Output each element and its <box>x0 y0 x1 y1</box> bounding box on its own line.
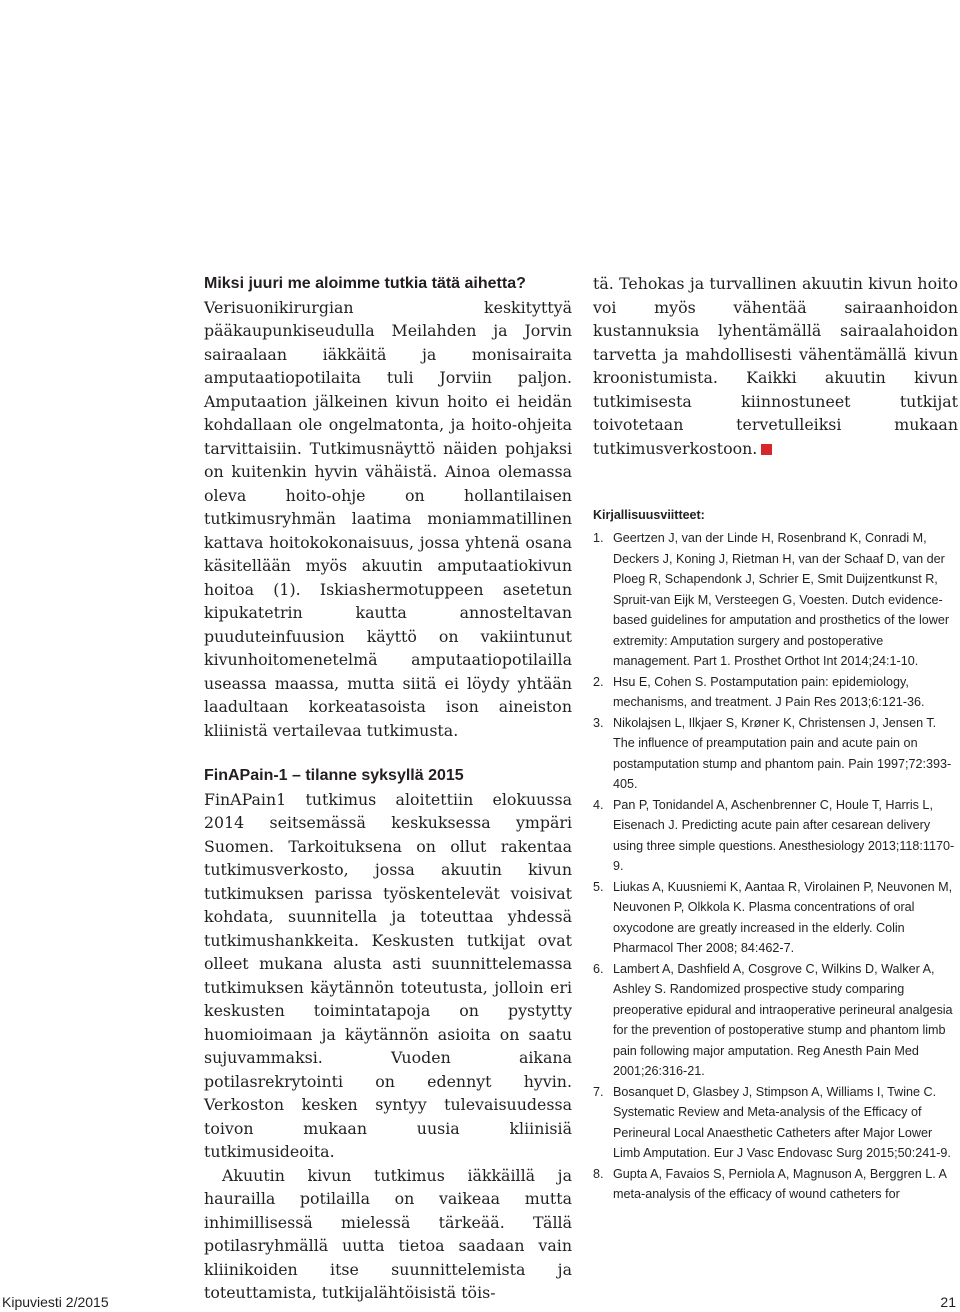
reference-text: Geertzen J, van der Linde H, Rosenbrand K, Conradi M, Deckers J, Koning J, Rietman H, van der Schaaf D, van der Ploeg R, Schapendonk J, Schrier E, Smit Duijzentkunst R, Spruit-van Eijk M, Versteegen G, Voesten. Dutch evidence-based guidelines for amputation and prosthetics of the lower extremity: Amputation surgery and postoperative management. Part 1. Prosthet Orthot Int 2014;24:1-10. <box>613 531 950 668</box>
reference-number: 4. <box>593 797 604 812</box>
section-heading-why: Miksi juuri me aloimme tutkia tätä aihetta? <box>204 275 526 292</box>
reference-text: Bosanquet D, Glasbey J, Stimpson A, Williams I, Twine C. Systematic Review and Meta-analysis of the Efficacy of Perineural Local Anaesthetic Catheters after Major Lower Limb Amputation. Eur J Vasc Endovasc Surg 2015;50:241-9. <box>613 1084 951 1160</box>
reference-text: Lambert A, Dashfield A, Cosgrove C, Wilkins D, Walker A, Ashley S. Randomized prospective study comparing preoperative epidural and intraoperative perineural analgesia for the prevention of postoperative stump and phantom limb pain following major amputation. Reg Anesth Pain Med 2001;26:316-21. <box>613 961 953 1078</box>
section-paragraph-why: Verisuonikirurgian keskityttyä pääkaupunkiseudulla Meilahden ja Jorvin sairaalaan iäkkäitä ja monisairaita amputaatiopotilaita tuli Jorviin paljon. Amputaation jälkeinen kivun hoito ei heidän kohdallaan ole ongelmatonta, ja hoito-ohjeita tarvittaisiin. Tutkimusnäyttö näiden pohjaksi on kuitenkin hyvin vähäistä. Ainoa olemassa oleva hoito-ohje on hollantilaisen tutkimusryhmän laatima moniammatillinen kattava hoitokokonaisuus, jossa yhtenä osana käsitellään myös akuutin amputaatiokivun hoitoa (1). Iskiashermotuppeen asetetun kipukatetrin kautta annosteltavan puuduteinfuusion käyttö on vakiintunut kivunhoitomenetelmä amputaatiopotilailla useassa maassa, mutta siitä ei löydy yhtään laadultaan korkeatasoista ison aineiston kliinistä vertailevaa tutkimusta. <box>204 297 572 740</box>
footer-publication: Kipuviesti 2/2015 <box>2 1294 109 1310</box>
reference-text: Liukas A, Kuusniemi K, Aantaa R, Virolainen P, Neuvonen M, Neuvonen P, Olkkola K. Plasma concentrations of oral oxycodone are greatly increased in the elderly. Colin Pharmacol Ther 2008; 84:462-7. <box>613 879 953 955</box>
section-heading-finapain: FinAPain-1 – tilanne syksyllä 2015 <box>204 767 464 784</box>
right-column <box>593 272 958 1205</box>
reference-item <box>593 713 958 795</box>
continuation-paragraph <box>593 272 958 460</box>
left-column <box>204 272 572 1305</box>
reference-item <box>593 1164 958 1205</box>
reference-number: 7. <box>593 1084 604 1099</box>
reference-text: Gupta A, Favaios S, Perniola A, Magnuson A, Berggren L. A meta-analysis of the efficacy of wound catheters for <box>613 1166 947 1201</box>
section-paragraph-finapain-2: Akuutin kivun tutkimus iäkkäillä ja haurailla potilailla on vaikeaa mutta inhimillisessä mielessä tärkeää. Tällä potilasryhmällä uutta tietoa saadaan vain kliinikoiden itse suunnittelemista ja toteuttamista, tutkijalähtöisistä töis- <box>204 1165 572 1302</box>
references-list <box>593 528 958 1205</box>
reference-item <box>593 528 958 672</box>
references-title: Kirjallisuusviitteet: <box>593 508 705 522</box>
reference-number: 6. <box>593 961 604 976</box>
reference-number: 8. <box>593 1166 604 1181</box>
reference-text: Nikolajsen L, Ilkjaer S, Krøner K, Christensen J, Jensen T. The influence of preamputation pain and acute pain on postamputation stump and phantom pain. Pain 1997;72:393-405. <box>613 715 952 791</box>
reference-number: 3. <box>593 715 604 730</box>
reference-item <box>593 672 958 713</box>
reference-text: Pan P, Tonidandel A, Aschenbrenner C, Houle T, Harris L, Eisenach J. Predicting acute pain after cesarean delivery using three simple questions. Anesthesiology 2013;118:1170-9. <box>613 797 955 873</box>
end-mark-icon <box>761 444 772 455</box>
reference-item <box>593 795 958 877</box>
reference-text: Hsu E, Cohen S. Postamputation pain: epidemiology, mechanisms, and treatment. J Pain Res 2013;6:121-36. <box>613 674 925 709</box>
continuation-text: tä. Tehokas ja turvallinen akuutin kivun hoito voi myös vähentää sairaanhoidon kustannuksia lyhentämällä sairaalahoidon tarvetta ja mahdollisesti vähentämällä kivun kroonistumista. Kaikki akuutin kivun tutkimisesta kiinnostuneet tutkijat toivotetaan tervetulleiksi mukaan tutkimusverkostoon. <box>593 274 958 458</box>
reference-number: 1. <box>593 531 604 545</box>
footer-page-number: 21 <box>940 1294 956 1310</box>
section-paragraph-finapain-1: FinAPain1 tutkimus aloitettiin elokuussa 2014 seitsemässä keskuksessa ympäri Suomen. Tarkoituksena on ollut rakentaa tutkimusverkosto, jossa akuutin kivun tutkimuksen parissa työskentelevät voisivat kohdata, suunnitella ja toteuttaa yhdessä tutkimushankkeita. Keskusten tutkijat ovat olleet mukana alusta asti suunnittelemassa tutkimuksen käytännön toteutusta, jolloin eri keskusten toimintatapoja on pystytty huomioimaan ja käytännön asioita on saatu sujuvammaksi. Vuoden aikana potilasrekrytointi on edennyt hyvin. Verkoston kesken syntyy tulevaisuudessa toivon mukaan uusia kliinisiä tutkimusideoita. <box>204 789 572 1161</box>
reference-item <box>593 1082 958 1164</box>
reference-item <box>593 959 958 1082</box>
reference-number: 5. <box>593 879 604 894</box>
reference-item <box>593 877 958 959</box>
reference-number: 2. <box>593 674 604 689</box>
